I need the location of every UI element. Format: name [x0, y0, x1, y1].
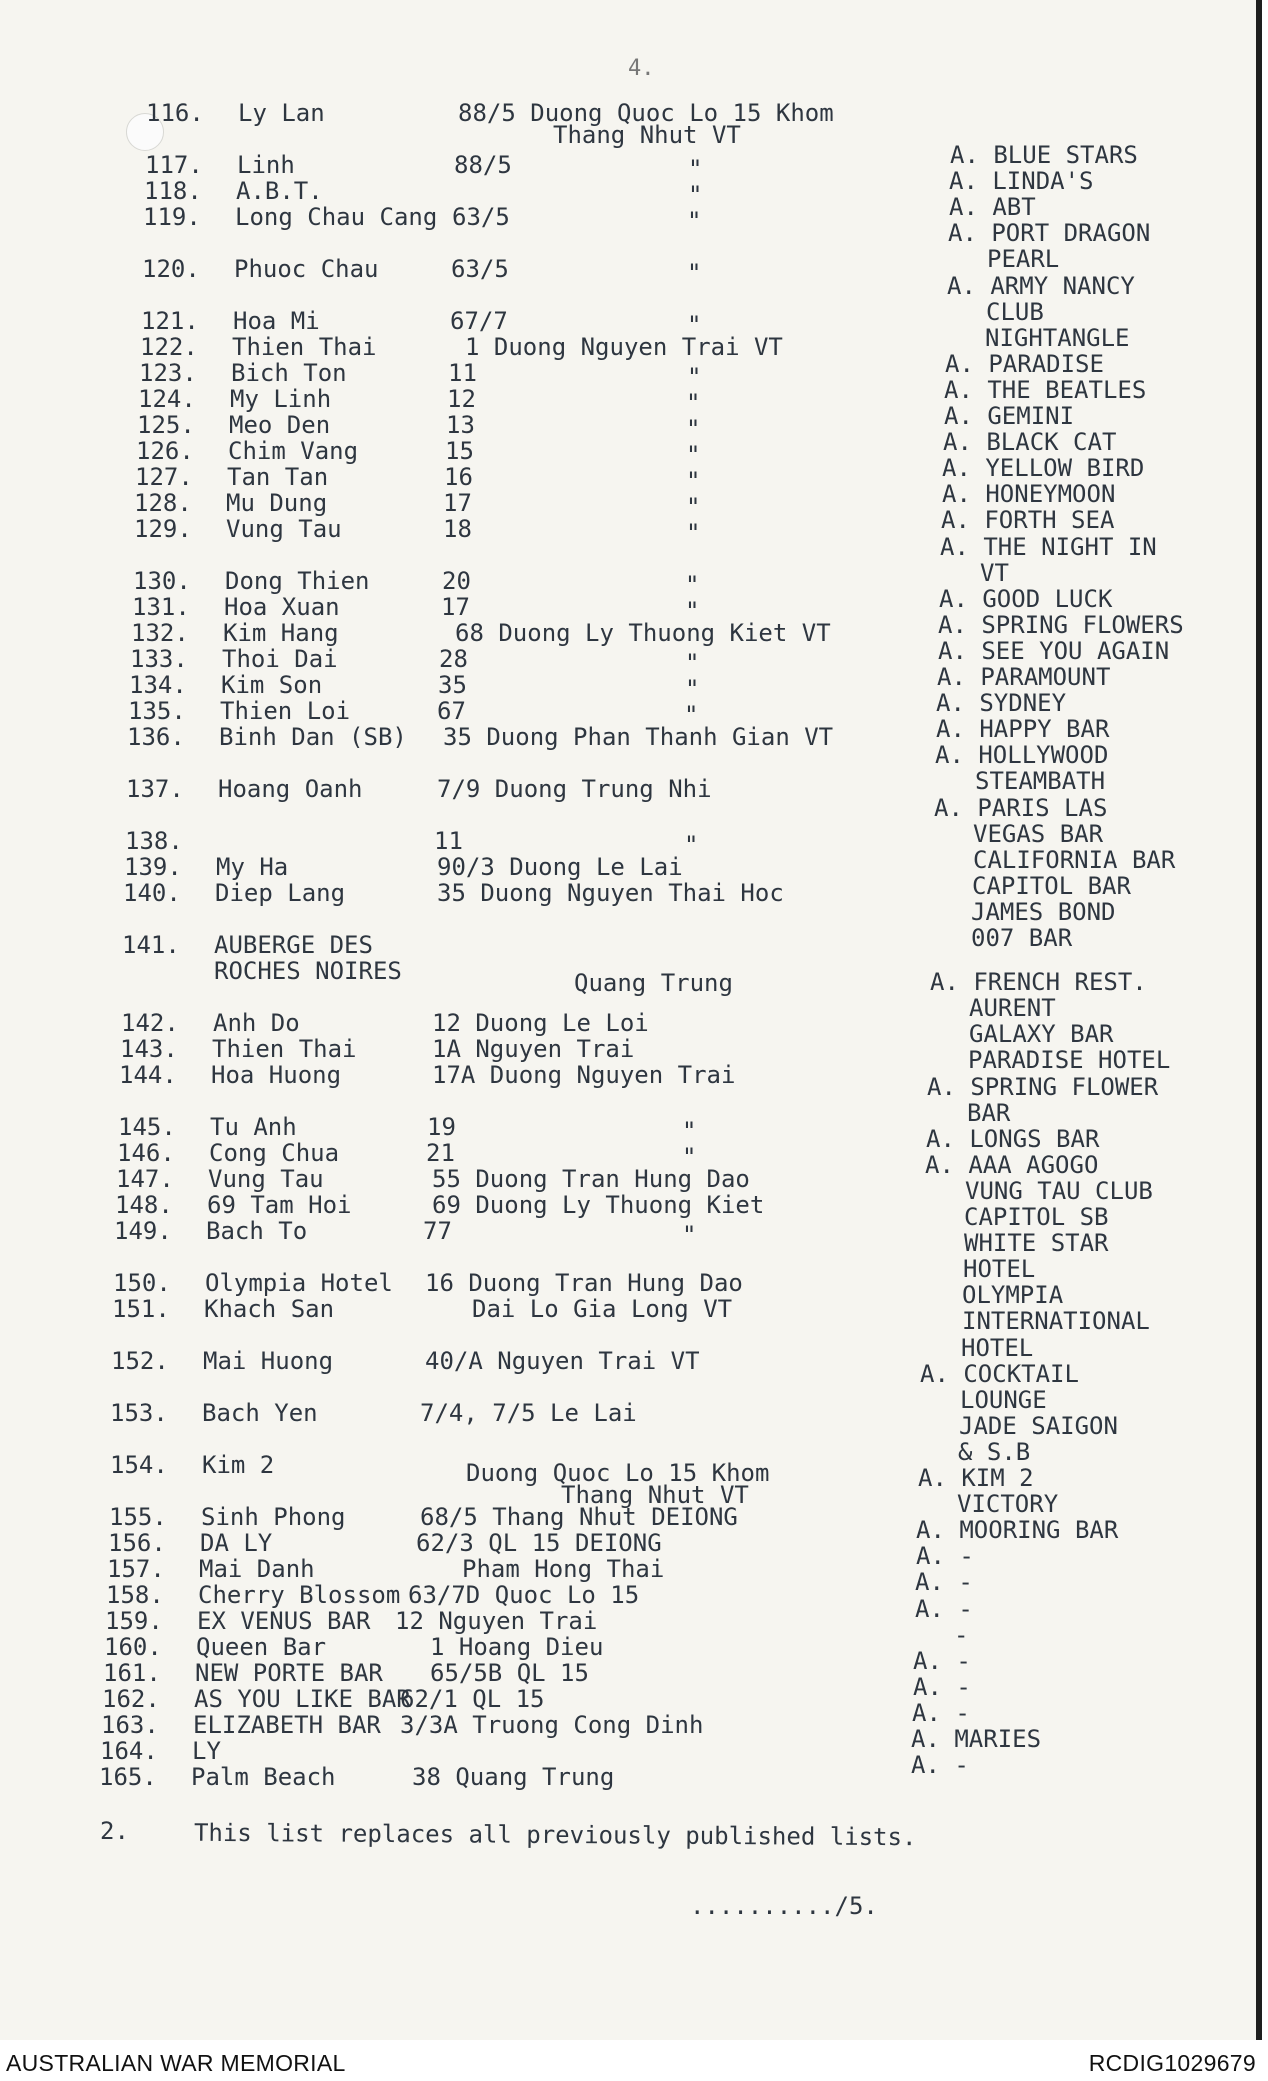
entry-address: 35 Duong Nguyen Thai Hoc	[437, 879, 784, 907]
entry-number: 127.	[135, 463, 193, 491]
right-column-entry: OLYMPIA	[962, 1281, 1064, 1309]
entry-number: 132.	[131, 619, 189, 647]
right-column-entry: PEARL	[987, 245, 1060, 273]
entry-name: Vung Tau	[226, 515, 342, 543]
entry-address: 90/3 Duong Le Lai	[437, 853, 683, 881]
entry-address: 65/5B QL 15	[430, 1659, 589, 1687]
entry-number: 159.	[105, 1607, 163, 1635]
entry-name: Hoa Xuan	[224, 593, 340, 621]
entry-name: Tan Tan	[227, 463, 329, 491]
entry-address: 40/A Nguyen Trai VT	[425, 1347, 700, 1375]
entry-name: Tu Anh	[210, 1113, 297, 1141]
entry-number: 137.	[126, 775, 184, 803]
entry-number: 143.	[120, 1035, 178, 1063]
right-column-entry: CALIFORNIA BAR	[973, 846, 1176, 874]
right-column-entry: A. -	[916, 1542, 974, 1570]
right-column-entry: 007 BAR	[971, 924, 1073, 952]
entry-number: 151.	[112, 1295, 170, 1323]
entry-number: 155.	[109, 1503, 167, 1531]
right-column-entry: A. FORTH SEA	[941, 506, 1115, 534]
right-column-entry: VT	[980, 559, 1009, 587]
entry-name-line2: ROCHES NOIRES	[214, 957, 402, 985]
entry-number: 121.	[141, 307, 199, 335]
entry-name: Linh	[237, 151, 295, 179]
entry-address-line2: Thang Nhut VT	[561, 1481, 749, 1509]
entry-address: 13	[446, 411, 475, 439]
entry-name: LY	[192, 1737, 221, 1765]
entry-number: 165.	[99, 1763, 157, 1791]
entry-address: 20	[442, 567, 471, 595]
entry-name: Sinh Phong	[201, 1503, 346, 1531]
entry-address: 68 Duong Ly Thuong Kiet VT	[455, 619, 831, 647]
entry-name: EX VENUS BAR	[197, 1607, 371, 1635]
footer-right: RCDIG1029679	[1088, 2050, 1256, 2076]
right-column-entry: A. SYDNEY	[936, 689, 1067, 717]
entry-number: 156.	[108, 1529, 166, 1557]
entry-number: 134.	[129, 671, 187, 699]
entry-name: Binh Dan (SB)	[219, 723, 407, 751]
ditto-mark: "	[682, 1117, 697, 1145]
ditto-mark: "	[687, 207, 702, 235]
right-column-entry: PARADISE HOTEL	[968, 1046, 1171, 1074]
right-column-entry: A. PARIS LAS	[934, 794, 1108, 822]
entry-number: 158.	[106, 1581, 164, 1609]
right-column-entry: A. AAA AGOGO	[925, 1151, 1099, 1179]
entry-name: Bach To	[206, 1217, 308, 1245]
entry-number: 153.	[110, 1399, 168, 1427]
entry-address: 88/5	[454, 151, 512, 179]
ditto-mark: "	[686, 493, 701, 521]
entry-number: 147.	[116, 1165, 174, 1193]
right-column-entry: A. HAPPY BAR	[936, 715, 1110, 743]
right-column-entry: A. -	[912, 1699, 970, 1727]
entry-name: My Linh	[230, 385, 332, 413]
entry-address: 63/5	[451, 255, 509, 283]
ditto-mark: "	[686, 441, 701, 469]
entry-number: 123.	[139, 359, 197, 387]
ditto-mark: "	[685, 675, 700, 703]
ditto-mark: "	[682, 1143, 697, 1171]
right-column-entry: A. FRENCH REST.	[930, 968, 1147, 996]
entry-address-line2: Thang Nhut VT	[553, 121, 741, 149]
entry-address: 15	[445, 437, 474, 465]
page-number: 4.	[628, 56, 655, 81]
entry-address: 21	[426, 1139, 455, 1167]
right-column-entry: BAR	[967, 1099, 1011, 1127]
entry-address: 17A Duong Nguyen Trai	[432, 1061, 736, 1089]
ditto-mark: "	[685, 571, 700, 599]
right-column-entry: WHITE STAR	[964, 1229, 1109, 1257]
entry-name: Kim 2	[202, 1451, 275, 1479]
entry-name: A.B.T.	[236, 177, 323, 205]
right-column-entry: A. -	[913, 1647, 971, 1675]
entry-name: NEW PORTE BAR	[195, 1659, 383, 1687]
ditto-mark: "	[685, 649, 700, 677]
entry-address: 77	[423, 1217, 452, 1245]
right-column-entry: A. -	[915, 1568, 973, 1596]
entry-number: 144.	[119, 1061, 177, 1089]
paragraph-number: 2.	[100, 1817, 129, 1845]
entry-name: Meo Den	[229, 411, 331, 439]
right-column-entry: A. PORT DRAGON	[948, 219, 1151, 247]
right-column-entry: HOTEL	[961, 1334, 1034, 1362]
right-column-entry: & S.B	[958, 1438, 1031, 1466]
entry-address: 38 Quang Trung	[412, 1763, 615, 1791]
right-column-entry: A. SPRING FLOWER	[927, 1073, 1159, 1101]
entry-number: 119.	[143, 203, 201, 231]
entry-number: 150.	[113, 1269, 171, 1297]
right-column-entry: STEAMBATH	[975, 767, 1106, 795]
entry-number: 164.	[100, 1737, 158, 1765]
entry-address: 17	[443, 489, 472, 517]
entry-number: 117.	[145, 151, 203, 179]
continuation-mark: ........../5.	[690, 1892, 878, 1920]
right-column-entry: A. COCKTAIL	[920, 1360, 1079, 1388]
right-column-entry: A. PARAMOUNT	[937, 663, 1111, 691]
right-column-entry: HOTEL	[963, 1255, 1036, 1283]
paragraph-text: This list replaces all previously published lists.	[193, 1818, 917, 1852]
ditto-mark: "	[686, 389, 701, 417]
entry-number: 124.	[138, 385, 196, 413]
right-column-entry: A. THE BEATLES	[944, 376, 1147, 404]
entry-name: My Ha	[216, 853, 289, 881]
entry-number: 152.	[111, 1347, 169, 1375]
entry-number: 129.	[134, 515, 192, 543]
entry-number: 135.	[128, 697, 186, 725]
entry-address: 19	[427, 1113, 456, 1141]
entry-name: Bach Yen	[202, 1399, 318, 1427]
entry-name: Dong Thien	[225, 567, 370, 595]
entry-name: Palm Beach	[191, 1763, 336, 1791]
entry-address: 7/4, 7/5 Le Lai	[420, 1399, 637, 1427]
ditto-mark: "	[684, 701, 699, 729]
ditto-mark: "	[684, 831, 699, 859]
right-column-entry: VEGAS BAR	[973, 820, 1104, 848]
right-column-entry: GALAXY BAR	[969, 1020, 1114, 1048]
right-column-entry: A. MARIES	[911, 1725, 1042, 1753]
entry-name: Hoang Oanh	[218, 775, 363, 803]
entry-address: Pham Hong Thai	[462, 1555, 665, 1583]
entry-address: 1 Hoang Dieu	[430, 1633, 604, 1661]
entry-address: 67	[437, 697, 466, 725]
entry-name: Thien Loi	[220, 697, 351, 725]
entry-number: 125.	[137, 411, 195, 439]
entry-number: 146.	[117, 1139, 175, 1167]
entry-address: 1A Nguyen Trai	[432, 1035, 635, 1063]
ditto-mark: "	[687, 259, 702, 287]
right-column-entry: LOUNGE	[960, 1386, 1047, 1414]
right-column-entry: A. HONEYMOON	[942, 480, 1116, 508]
entry-address: Dai Lo Gia Long VT	[472, 1295, 733, 1323]
entry-address: 35 Duong Phan Thanh Gian VT	[443, 723, 834, 751]
right-column-entry: A. SPRING FLOWERS	[938, 611, 1184, 639]
entry-address: 69 Duong Ly Thuong Kiet	[432, 1191, 765, 1219]
right-column-entry: A. HOLLYWOOD	[935, 741, 1109, 769]
entry-name: Ly Lan	[238, 99, 325, 127]
entry-name: Phuoc Chau	[234, 255, 379, 283]
entry-number: 140.	[123, 879, 181, 907]
right-column-entry: JAMES BOND	[971, 898, 1116, 926]
entry-number: 120.	[142, 255, 200, 283]
entry-address: 16 Duong Tran Hung Dao	[425, 1269, 743, 1297]
ditto-mark: "	[688, 181, 703, 209]
entry-address: 63/7D Quoc Lo 15	[408, 1581, 640, 1609]
entry-name: Mu Dung	[226, 489, 328, 517]
entry-address: 12 Nguyen Trai	[395, 1607, 598, 1635]
entry-address: 28	[439, 645, 468, 673]
right-column-entry: A. GEMINI	[944, 402, 1075, 430]
right-column-entry: A. PARADISE	[945, 350, 1104, 378]
entry-address: 35	[438, 671, 467, 699]
entry-name: Vung Tau	[208, 1165, 324, 1193]
entry-number: 141.	[122, 931, 180, 959]
entry-address: 12	[447, 385, 476, 413]
entry-number: 154.	[110, 1451, 168, 1479]
entry-address: 67/7	[450, 307, 508, 335]
entry-name: Kim Hang	[223, 619, 339, 647]
entry-number: 131.	[132, 593, 190, 621]
right-column-entry: CAPITOL SB	[964, 1203, 1109, 1231]
entry-number: 126.	[136, 437, 194, 465]
right-column-entry: A. ABT	[949, 193, 1036, 221]
entry-address: 17	[441, 593, 470, 621]
entry-address: 3/3A Truong Cong Dinh	[400, 1711, 704, 1739]
entry-name: AS YOU LIKE BAR	[194, 1685, 411, 1713]
entry-address: 11	[434, 827, 463, 855]
right-column-entry: JADE SAIGON	[959, 1412, 1118, 1440]
entry-number: 163.	[101, 1711, 159, 1739]
ditto-mark: "	[687, 363, 702, 391]
entry-number: 122.	[140, 333, 198, 361]
entry-name: Thoi Dai	[222, 645, 338, 673]
entry-name: Diep Lang	[215, 879, 346, 907]
right-column-entry: CAPITOL BAR	[972, 872, 1131, 900]
entry-name: DA LY	[200, 1529, 273, 1557]
right-column-entry: A. THE NIGHT IN	[940, 533, 1157, 561]
entry-name: Olympia Hotel	[205, 1269, 393, 1297]
entry-name: Kim Son	[221, 671, 323, 699]
entry-name: 69 Tam Hoi	[207, 1191, 352, 1219]
entry-address: 88/5 Duong Quoc Lo 15 Khom	[458, 99, 834, 127]
entry-address: 62/1 QL 15	[400, 1685, 545, 1713]
entry-number: 116.	[146, 99, 204, 127]
ditto-mark: "	[686, 519, 701, 547]
entry-name: Anh Do	[213, 1009, 300, 1037]
right-column-entry: A. YELLOW BIRD	[942, 454, 1145, 482]
right-column-entry: A. GOOD LUCK	[939, 585, 1113, 613]
entry-number: 118.	[144, 177, 202, 205]
entry-name: Hoa Huong	[211, 1061, 342, 1089]
right-column-entry: VICTORY	[957, 1490, 1059, 1518]
right-column-entry: -	[954, 1621, 969, 1649]
entry-name: Mai Danh	[199, 1555, 315, 1583]
entry-number: 162.	[102, 1685, 160, 1713]
entry-name: AUBERGE DES	[214, 931, 373, 959]
entry-address: 68/5 Thang Nhut DEIONG	[420, 1503, 738, 1531]
right-column-entry: A. ARMY NANCY	[947, 272, 1135, 300]
right-column-entry: A. -	[913, 1673, 971, 1701]
entry-address: 1 Duong Nguyen Trai VT	[465, 333, 783, 361]
ditto-mark: "	[685, 597, 700, 625]
entry-name: Queen Bar	[196, 1633, 327, 1661]
entry-name: Cong Chua	[209, 1139, 340, 1167]
right-column-entry: A. KIM 2	[918, 1464, 1034, 1492]
right-column-entry: A. LONGS BAR	[926, 1125, 1100, 1153]
right-column-entry: VUNG TAU CLUB	[965, 1177, 1153, 1205]
footer-left: AUSTRALIAN WAR MEMORIAL	[6, 2050, 346, 2076]
entry-number: 142.	[121, 1009, 179, 1037]
right-column-entry: A. MOORING BAR	[916, 1516, 1119, 1544]
entry-name: Chim Vang	[228, 437, 359, 465]
entry-address: 62/3 QL 15 DEIONG	[416, 1529, 662, 1557]
right-column-entry: A. -	[915, 1595, 973, 1623]
entry-number: 149.	[114, 1217, 172, 1245]
right-column-entry: INTERNATIONAL	[962, 1307, 1150, 1335]
entry-name: Thien Thai	[232, 333, 377, 361]
right-column-entry: A. BLACK CAT	[943, 428, 1117, 456]
entry-address: 55 Duong Tran Hung Dao	[432, 1165, 750, 1193]
right-column-entry: AURENT	[969, 994, 1056, 1022]
entry-number: 130.	[133, 567, 191, 595]
right-column-entry: CLUB	[986, 298, 1044, 326]
entry-number: 157.	[107, 1555, 165, 1583]
entry-number: 133.	[130, 645, 188, 673]
entry-number: 148.	[115, 1191, 173, 1219]
entry-address: 16	[444, 463, 473, 491]
ditto-mark: "	[687, 311, 702, 339]
entry-name: Cherry Blossom	[198, 1581, 401, 1609]
entry-address: 11	[448, 359, 477, 387]
entry-name: Hoa Mi	[233, 307, 320, 335]
entry-number: 160.	[104, 1633, 162, 1661]
entry-number: 145.	[118, 1113, 176, 1141]
ditto-mark: "	[688, 155, 703, 183]
entry-name: ELIZABETH BAR	[193, 1711, 381, 1739]
entry-name: Khach San	[204, 1295, 335, 1323]
entry-name: Bich Ton	[231, 359, 347, 387]
ditto-mark: "	[686, 467, 701, 495]
entry-number: 161.	[103, 1659, 161, 1687]
entry-address: 12 Duong Le Loi	[432, 1009, 649, 1037]
right-column-entry: A. BLUE STARS	[950, 141, 1138, 169]
entry-name: Long Chau Cang	[235, 203, 438, 231]
entry-number: 136.	[127, 723, 185, 751]
right-column-entry: A. -	[911, 1751, 969, 1779]
ditto-mark: "	[682, 1221, 697, 1249]
entry-address: 63/5	[452, 203, 510, 231]
entry-address: Duong Quoc Lo 15 Khom	[466, 1459, 770, 1487]
entry-name: Thien Thai	[212, 1035, 357, 1063]
entry-address: 7/9 Duong Trung Nhi	[437, 775, 712, 803]
right-column-entry: A. LINDA'S	[949, 167, 1094, 195]
right-column-entry: A. SEE YOU AGAIN	[938, 637, 1170, 665]
entry-number: 128.	[134, 489, 192, 517]
entry-address: Quang Trung	[574, 969, 733, 997]
entry-address: 18	[443, 515, 472, 543]
entry-number: 139.	[124, 853, 182, 881]
right-column-entry: NIGHTANGLE	[985, 324, 1130, 352]
entry-name: Mai Huong	[203, 1347, 334, 1375]
entry-number: 138.	[125, 827, 183, 855]
ditto-mark: "	[686, 415, 701, 443]
